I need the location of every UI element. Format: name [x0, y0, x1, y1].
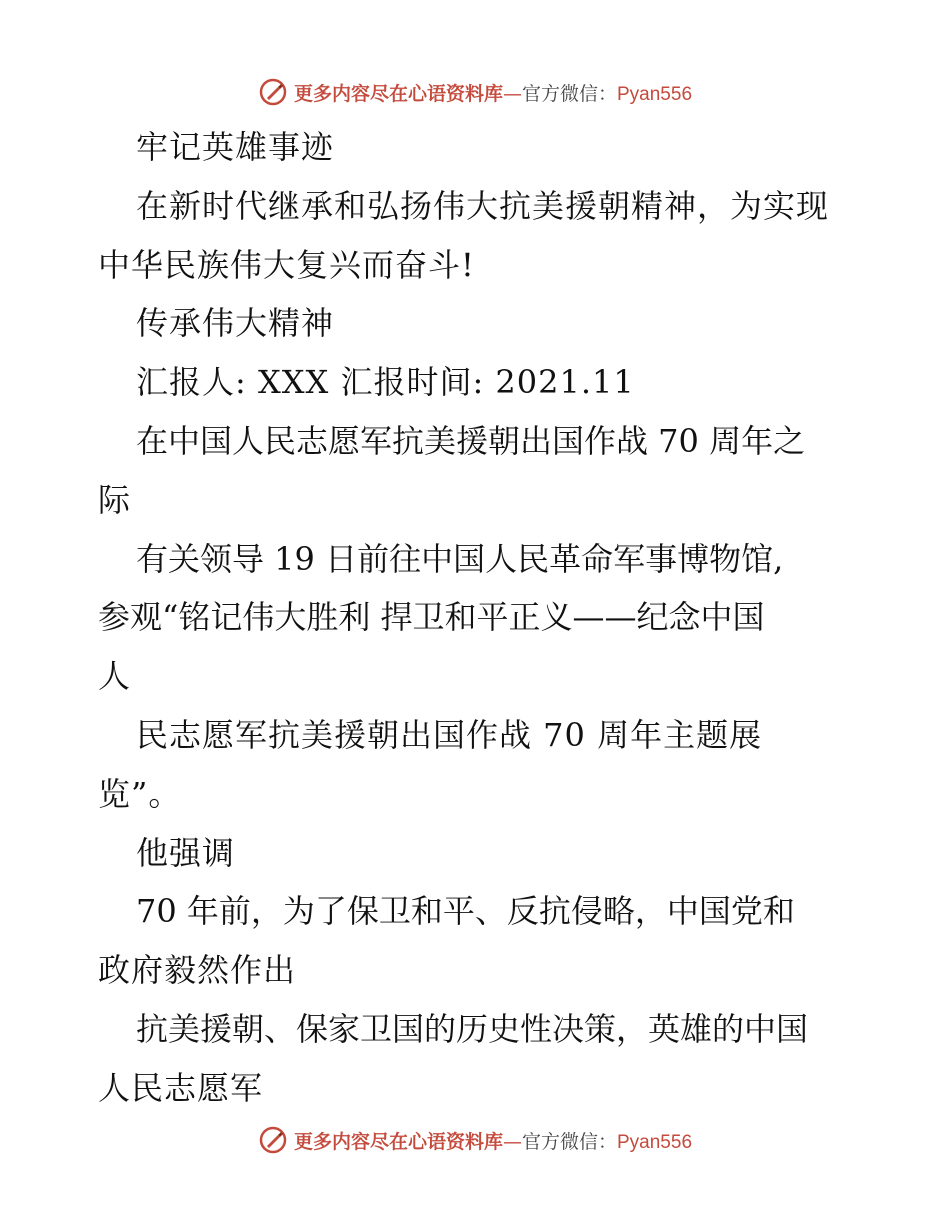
banner-wechat-id: Pyan556: [617, 83, 693, 105]
text-line: 在中国人民志愿军抗美援朝出国作战 70 周年之: [136, 421, 806, 460]
text-line: 传承伟大精神: [136, 304, 335, 343]
banner-main-text: 更多内容尽在心语资料库: [293, 1130, 503, 1153]
text-line: 70 年前，为了保卫和平、反抗侵略，中国党和: [136, 892, 795, 931]
text-line: 中华民族伟大复兴而奋斗!: [98, 245, 475, 284]
banner-wechat-label: 官方微信：: [521, 1130, 617, 1153]
text-line: 牢记英雄事迹: [136, 128, 335, 166]
banner-main-text: 更多内容尽在心语资料库: [293, 82, 503, 105]
text-line: 汇报人: XXX 汇报时间: 2021.11: [136, 363, 635, 402]
text-line: 政府毅然作出: [98, 951, 297, 990]
banner-dash: —: [502, 1130, 522, 1153]
text-line: 他强调: [136, 833, 236, 872]
text-line: 有关领导 19 日前往中国人民革命军事博物馆,: [136, 539, 784, 578]
footer-watermark: [0, 1120, 950, 1160]
header-watermark: [0, 72, 950, 112]
banner-wechat-id: Pyan556: [617, 1131, 693, 1153]
text-line: 览”。: [98, 774, 182, 813]
text-line: 抗美援朝、保家卫国的历史性决策，英雄的中国: [136, 1009, 809, 1048]
document-body: [98, 118, 858, 1118]
text-line: 人民志愿军: [98, 1068, 264, 1107]
pen-logo-icon: [258, 77, 288, 107]
banner-wechat-label: 官方微信：: [521, 82, 617, 105]
text-line: 参观“铭记伟大胜利 捍卫和平正义——纪念中国: [98, 598, 765, 637]
text-line: 际: [98, 480, 132, 519]
text-line: 在新时代继承和弘扬伟大抗美援朝精神，为实现: [136, 186, 830, 225]
text-line: 民志愿军抗美援朝出国作战 70 周年主题展: [136, 715, 763, 754]
pen-logo-icon: [258, 1125, 288, 1155]
text-line: 人: [98, 657, 132, 696]
banner-dash: —: [502, 82, 522, 105]
